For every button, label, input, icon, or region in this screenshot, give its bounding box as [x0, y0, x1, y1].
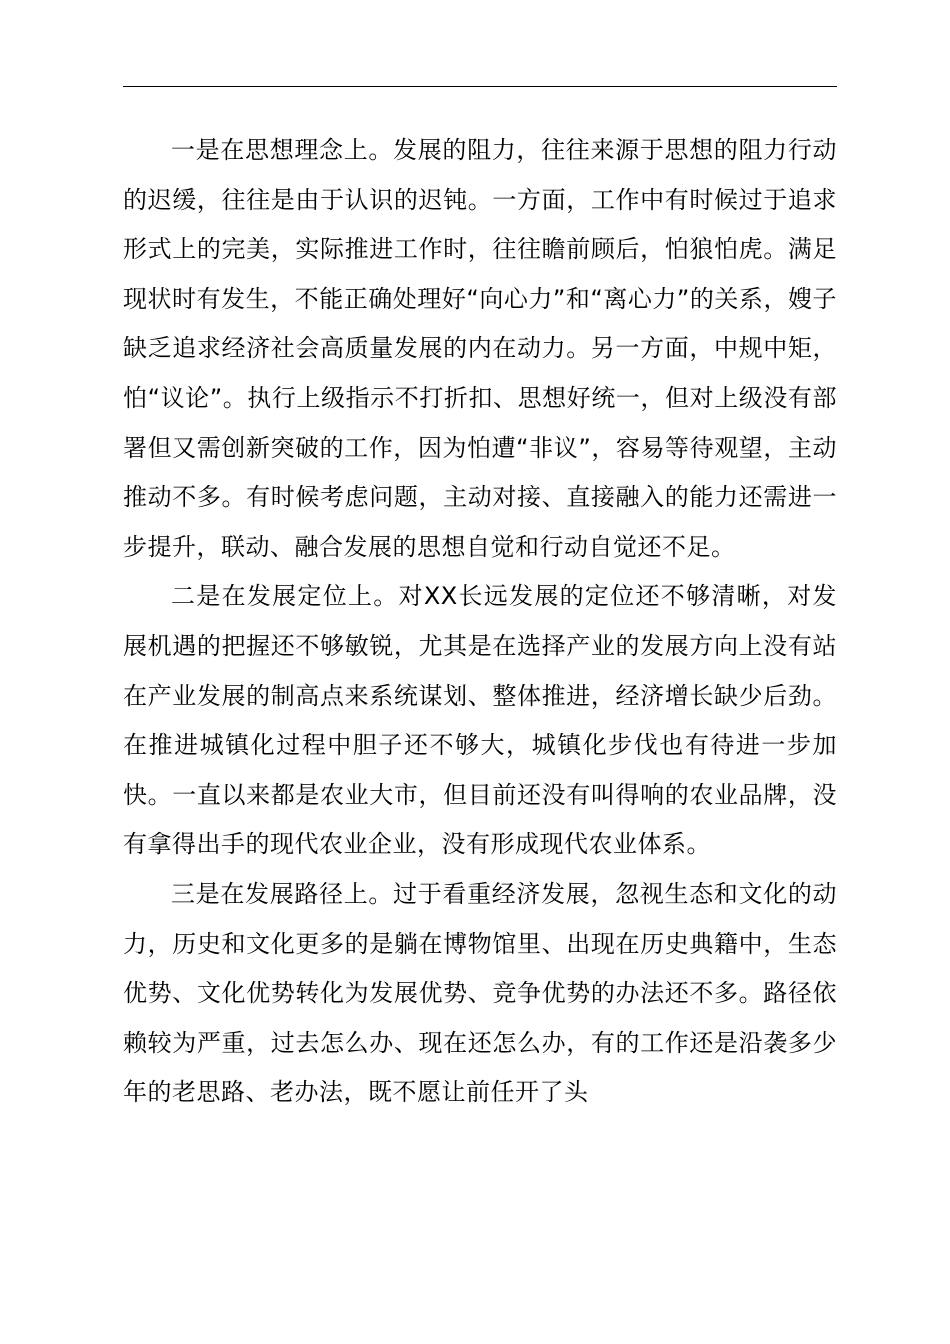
paragraph-2: 二是在发展定位上。对XX长远发展的定位还不够清晰，对发展机遇的把握还不够敏锐，尤其是在选择产业的发展方向上没有站在产业发展的制高点来系统谋划、整体推进，经济增长缺少后劲。在推进城镇化过程中胆子还不够大，城镇化步伐也有待进一步加快。一直以来都是农业大市，但目前还没有叫得响的农业品牌，没有拿得出手的现代农业企业，没有形成现代农业体系。: [123, 582, 837, 859]
paragraph-1: 一是在思想理念上。发展的阻力，往往来源于思想的阻力行动的迟缓，往往是由于认识的迟钝。一方面，工作中有时候过于追求形式上的完美，实际推进工作时，往往瞻前顾后，怕狼怕虎。满足现状时有发生，不能正确处理好“向心力”和“离心力”的关系，嫂子缺乏追求经济社会高质量发展的内在动力。另一方面，中规中矩，怕“议论”。执行上级指示不打折扣、思想好统一，但对上级没有部署但又需创新突破的工作，因为怕遭“非议”，容易等待观望，主动推动不多。有时候考虑问题，主动对接、直接融入的能力还需进一步提升，联动、融合发展的思想自觉和行动自觉还不足。: [123, 136, 837, 561]
paragraph-3: 三是在发展路径上。过于看重经济发展，忽视生态和文化的动力，历史和文化更多的是躺在博物馆里、出现在历史典籍中，生态优势、文化优势转化为发展优势、竞争优势的办法还不多。路径依赖较为严重，过去怎么办、现在还怎么办，有的工作还是沿袭多少年的老思路、老办法，既不愿让前任开了头: [123, 879, 837, 1107]
document-body: [123, 126, 837, 1118]
header-rule: [123, 86, 837, 87]
